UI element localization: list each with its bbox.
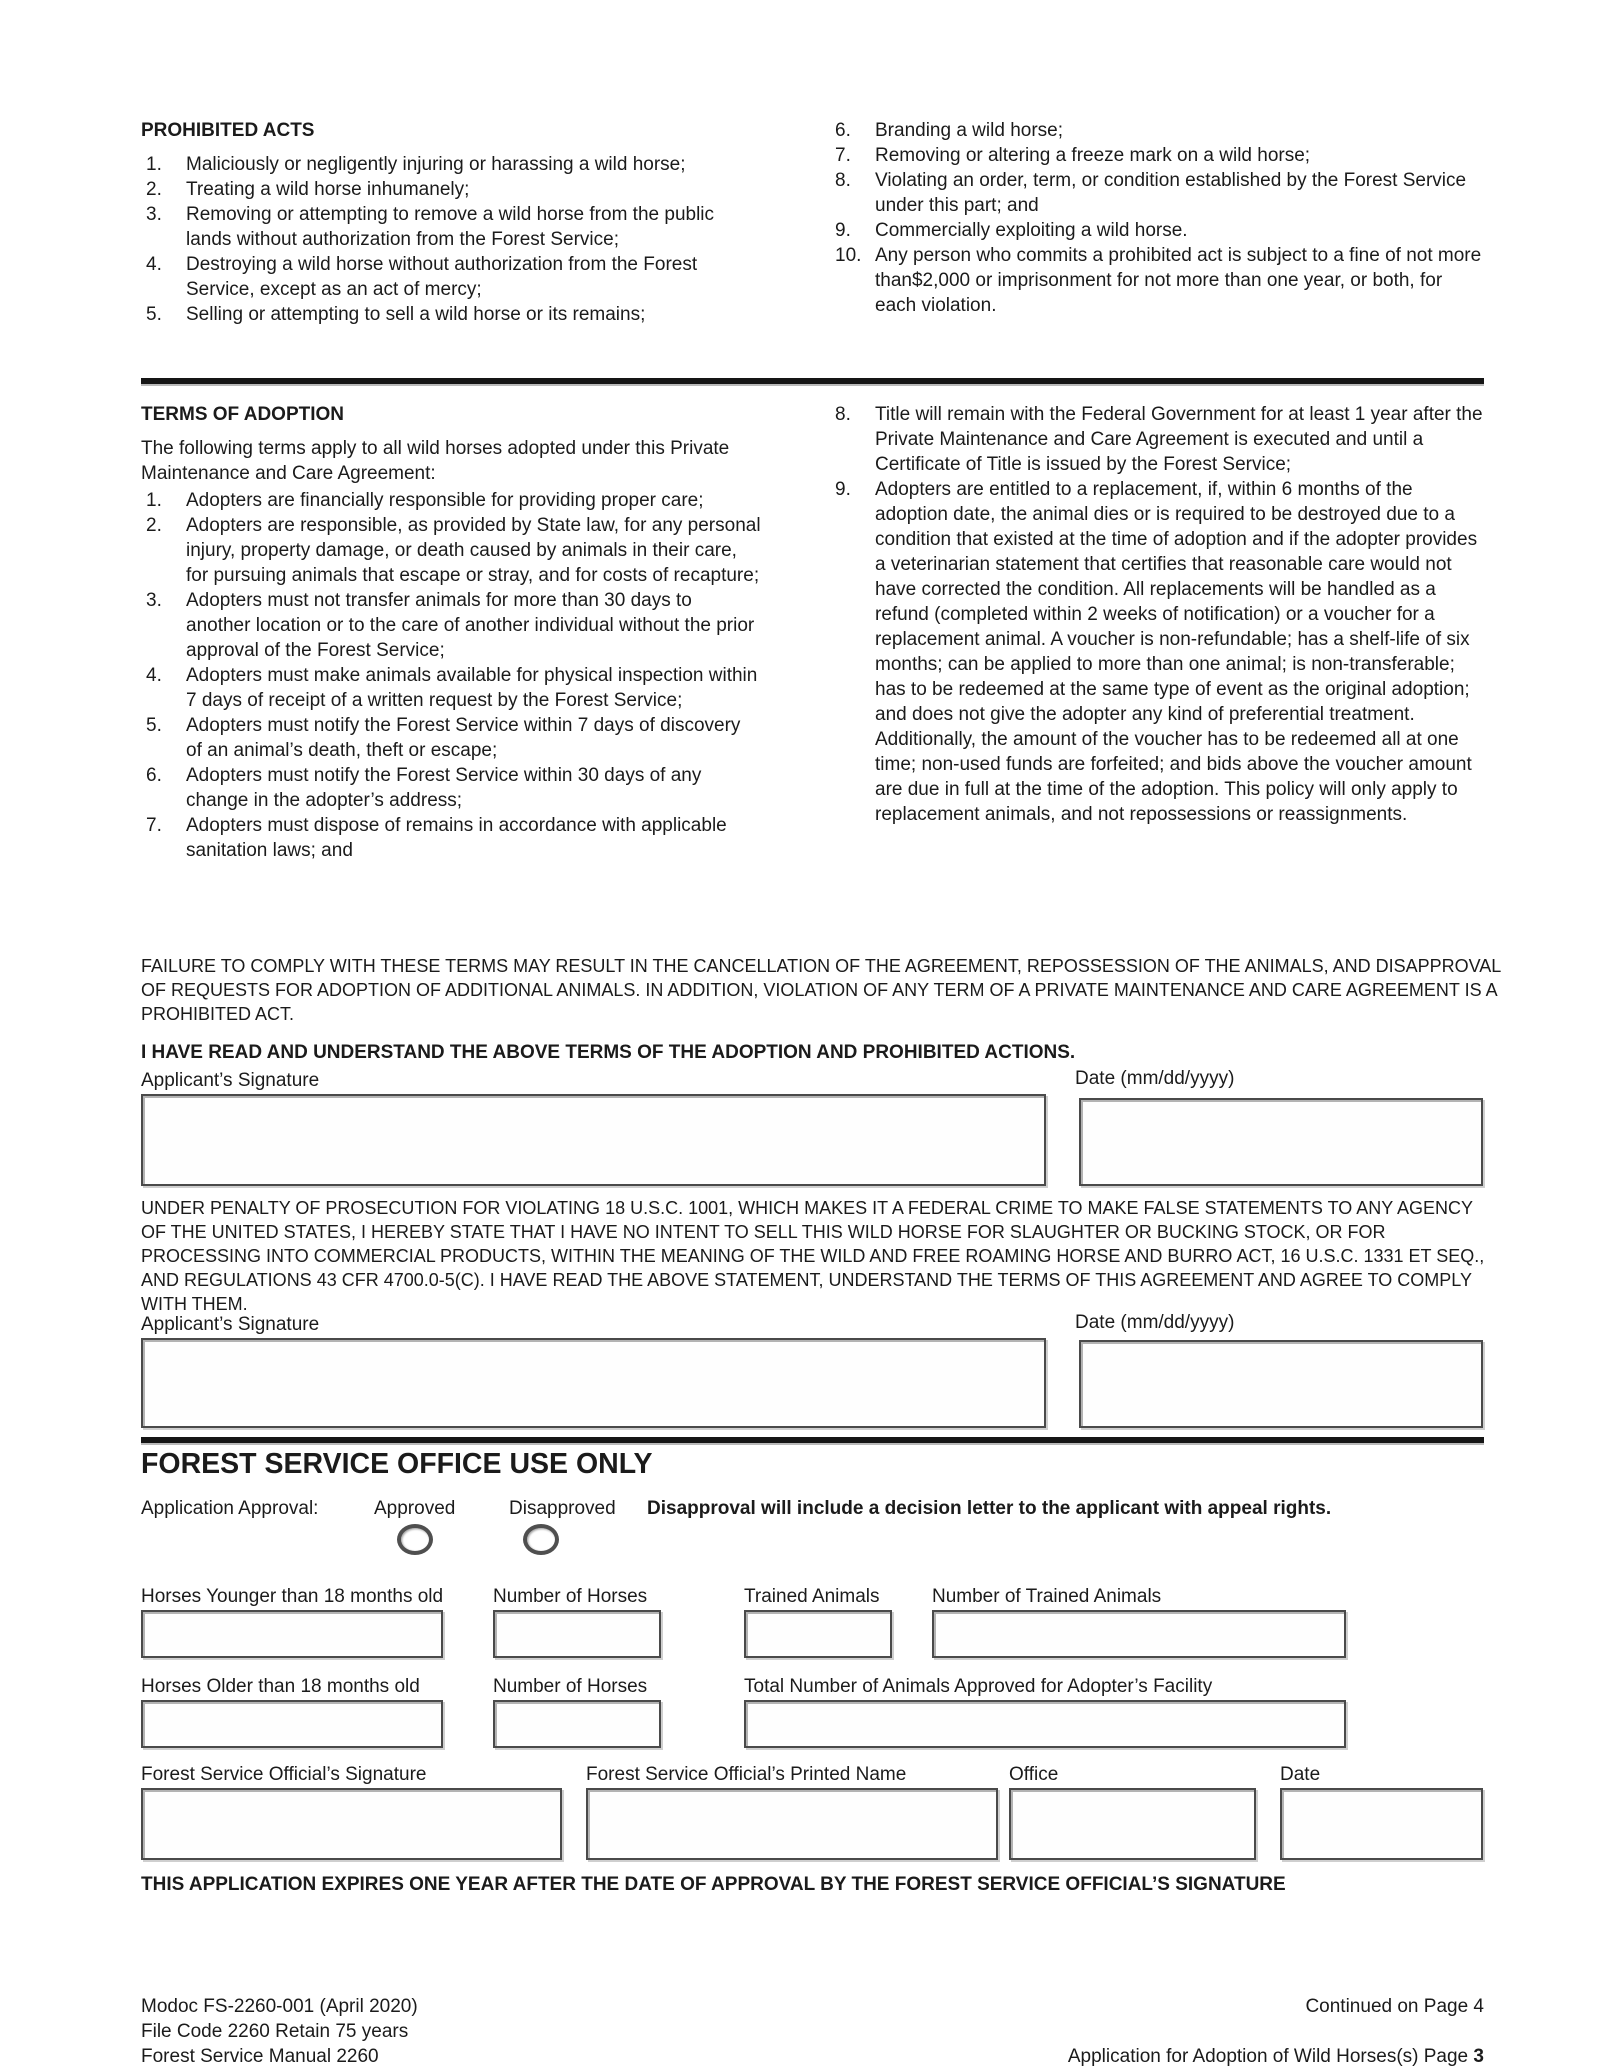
approved-radio[interactable] bbox=[397, 1524, 433, 1555]
penalty-of-prosecution-paragraph: UNDER PENALTY OF PROSECUTION FOR VIOLATING 18 U.S.C. 1001, WHICH MAKES IT A FEDERAL CRIME TO MAKE FALSE STATEMENTS TO ANY AGENCY OF THE UNITED STATES, I HEREBY STATE THAT I HAVE NO INTENT TO SELL THIS WILD HORSE FOR SLAUGHTER OR BUCKING STOCK, OR FOR PROCESSING INTO COMMERCIAL PRODUCTS, WITHIN THE MEANING OF THE WILD AND FREE ROAMING HORSE AND BURRO ACT, 16 U.S.C. 1331 ET SEQ., AND REGULATIONS 43 CFR 4700.0-5(C). I HAVE READ THE ABOVE STATEMENT, UNDERSTAND THE TERMS OF THIS AGREEMENT AND AGREE TO COMPLY WITH THEM. bbox=[141, 1198, 1485, 1314]
date-label-2: Date (mm/dd/yyyy) bbox=[1075, 1312, 1235, 1333]
applicant-signature-input-1[interactable] bbox=[141, 1094, 1046, 1186]
item-number: 5. bbox=[146, 304, 162, 325]
disapproval-note: Disapproval will include a decision letter to the applicant with appeal rights. bbox=[647, 1498, 1332, 1519]
disapproved-label: Disapproved bbox=[509, 1498, 616, 1519]
item-number: 2. bbox=[146, 179, 162, 200]
number-of-trained-animals-input[interactable] bbox=[932, 1610, 1346, 1658]
item-number: 3. bbox=[146, 204, 162, 225]
footer-page-indicator bbox=[1068, 2044, 1484, 2069]
footer-manual: Forest Service Manual 2260 bbox=[141, 2046, 379, 2067]
item-text: Adopters are financially responsible for providing proper care; bbox=[186, 490, 704, 511]
date-input-1[interactable] bbox=[1079, 1098, 1483, 1186]
item-text: Commercially exploiting a wild horse. bbox=[875, 220, 1188, 241]
item-number: 8. bbox=[835, 404, 851, 425]
page-footer bbox=[141, 1994, 1484, 2069]
office-date-label: Date bbox=[1280, 1764, 1321, 1785]
failure-to-comply-paragraph: FAILURE TO COMPLY WITH THESE TERMS MAY RESULT IN THE CANCELLATION OF THE AGREEMENT, REPOSSESSION OF THE ANIMALS, AND DISAPPROVAL OF REQUESTS FOR ADOPTION OF ADDITIONAL ANIMALS. IN ADDITION, VIOLATION OF ANY TERM OF A PRIVATE MAINTENANCE AND CARE AGREEMENT IS A PROHIBITED ACT. bbox=[141, 956, 1501, 1024]
application-approval-label: Application Approval: bbox=[141, 1498, 319, 1519]
prohibited-item-5 bbox=[141, 302, 761, 327]
terms-of-adoption-section bbox=[141, 402, 1484, 863]
terms-item-8 bbox=[830, 402, 1484, 477]
terms-heading: TERMS OF ADOPTION bbox=[141, 404, 345, 425]
item-text: Removing or altering a freeze mark on a wild horse; bbox=[875, 145, 1311, 166]
applicant-signature-input-2[interactable] bbox=[141, 1338, 1046, 1428]
item-number: 2. bbox=[146, 515, 162, 536]
number-of-horses-older-label: Number of Horses bbox=[493, 1676, 648, 1697]
prohibited-acts-section bbox=[141, 118, 1484, 327]
section-divider bbox=[141, 378, 1484, 384]
item-number: 6. bbox=[835, 120, 851, 141]
terms-item-9 bbox=[830, 477, 1484, 827]
official-printed-name-label: Forest Service Official’s Printed Name bbox=[586, 1764, 907, 1785]
terms-item-4 bbox=[141, 663, 761, 713]
section-divider bbox=[141, 1437, 1484, 1443]
office-input[interactable] bbox=[1009, 1788, 1256, 1860]
number-of-trained-animals-label: Number of Trained Animals bbox=[932, 1586, 1162, 1607]
item-text: Adopters must notify the Forest Service within 30 days of any change in the adopter’s address; bbox=[186, 765, 702, 811]
terms-item-2 bbox=[141, 513, 761, 588]
item-number: 9. bbox=[835, 220, 851, 241]
prohibited-item-4 bbox=[141, 252, 761, 302]
terms-item-3 bbox=[141, 588, 761, 663]
terms-item-5 bbox=[141, 713, 761, 763]
footer-form-number: Modoc FS-2260-001 (April 2020) bbox=[141, 1996, 418, 2017]
total-animals-approved-label: Total Number of Animals Approved for Adopter’s Facility bbox=[744, 1676, 1213, 1697]
item-text: Adopters are responsible, as provided by State law, for any personal injury, property damage, or death caused by animals in their care, for pursuing animals that escape or stray, and for costs of recapture; bbox=[186, 515, 761, 586]
footer-continued: Continued on Page 4 bbox=[1305, 1996, 1484, 2017]
horses-older-label: Horses Older than 18 months old bbox=[141, 1676, 420, 1697]
terms-left-column bbox=[141, 402, 761, 863]
item-text: Violating an order, term, or condition established by the Forest Service under this part; and bbox=[875, 170, 1467, 216]
prohibited-acts-left-column bbox=[141, 118, 761, 327]
total-animals-approved-input[interactable] bbox=[744, 1700, 1346, 1748]
prohibited-item-7 bbox=[830, 143, 1484, 168]
horses-older-input[interactable] bbox=[141, 1700, 443, 1748]
item-number: 6. bbox=[146, 765, 162, 786]
prohibited-item-2 bbox=[141, 177, 761, 202]
item-number: 1. bbox=[146, 490, 162, 511]
disapproved-radio[interactable] bbox=[523, 1524, 559, 1555]
prohibited-item-6 bbox=[830, 118, 1484, 143]
number-of-horses-older-input[interactable] bbox=[493, 1700, 661, 1748]
official-printed-name-input[interactable] bbox=[586, 1788, 998, 1860]
footer-page-number: 3 bbox=[1473, 2046, 1484, 2067]
item-text: Selling or attempting to sell a wild horse or its remains; bbox=[186, 304, 646, 325]
trained-animals-label: Trained Animals bbox=[744, 1586, 880, 1607]
acknowledgement-statement: I HAVE READ AND UNDERSTAND THE ABOVE TERMS OF THE ADOPTION AND PROHIBITED ACTIONS. bbox=[141, 1042, 1076, 1063]
date-input-2[interactable] bbox=[1079, 1340, 1483, 1428]
office-use-only-heading: FOREST SERVICE OFFICE USE ONLY bbox=[141, 1448, 653, 1480]
terms-item-6 bbox=[141, 763, 761, 813]
item-text: Removing or attempting to remove a wild horse from the public lands without authorization from the Forest Service; bbox=[186, 204, 715, 250]
item-number: 4. bbox=[146, 665, 162, 686]
item-text: Adopters are entitled to a replacement, if, within 6 months of the adoption date, the animal dies or is required to be destroyed due to a condition that existed at the time of adoption and if the adopter provides a veterinarian statement that certifies that reasonable care would not have corrected the condition. All replacements will be handled as a refund (completed within 2 weeks of notification) or a voucher for a replacement animal. A voucher is non-refundable; has a shelf-life of six months; can be applied to more than one animal; is non-transferable; has to be redeemed at the same type of event as the original adoption; and does not give the adopter any kind of preferential treatment. Additionally, the amount of the voucher has to be redeemed all at one time; non-used funds are forfeited; and bids above the voucher amount are due in full at the time of the adoption. This policy will only apply to replacement animals, and not repossessions or reassignments. bbox=[875, 479, 1478, 825]
office-label: Office bbox=[1009, 1764, 1059, 1785]
item-text: Adopters must not transfer animals for more than 30 days to another location or to the care of another individual without the prior approval of the Forest Service; bbox=[186, 590, 755, 661]
office-date-input[interactable] bbox=[1280, 1788, 1483, 1860]
item-text: Branding a wild horse; bbox=[875, 120, 1063, 141]
date-label-1: Date (mm/dd/yyyy) bbox=[1075, 1068, 1235, 1089]
office-use-fields bbox=[141, 1584, 1484, 1874]
application-approval-row bbox=[141, 1496, 1484, 1571]
prohibited-acts-heading: PROHIBITED ACTS bbox=[141, 120, 315, 141]
applicant-signature-label-2: Applicant’s Signature bbox=[141, 1314, 320, 1335]
number-of-horses-younger-label: Number of Horses bbox=[493, 1586, 648, 1607]
number-of-horses-younger-input[interactable] bbox=[493, 1610, 661, 1658]
item-number: 1. bbox=[146, 154, 162, 175]
item-text: Maliciously or negligently injuring or harassing a wild horse; bbox=[186, 154, 686, 175]
item-number: 7. bbox=[835, 145, 851, 166]
footer-file-code: File Code 2260 Retain 75 years bbox=[141, 2021, 409, 2042]
trained-animals-input[interactable] bbox=[744, 1610, 892, 1658]
approved-label: Approved bbox=[374, 1498, 456, 1519]
item-number: 8. bbox=[835, 170, 851, 191]
item-text: Adopters must notify the Forest Service within 7 days of discovery of an animal’s death, theft or escape; bbox=[186, 715, 741, 761]
item-text: Adopters must dispose of remains in accordance with applicable sanitation laws; and bbox=[186, 815, 727, 861]
item-number: 4. bbox=[146, 254, 162, 275]
terms-intro: The following terms apply to all wild horses adopted under this Private Maintenance and Care Agreement: bbox=[141, 438, 730, 484]
item-number: 3. bbox=[146, 590, 162, 611]
item-text: Destroying a wild horse without authorization from the Forest Service, except as an act of mercy; bbox=[186, 254, 698, 300]
item-text: Treating a wild horse inhumanely; bbox=[186, 179, 470, 200]
item-number: 9. bbox=[835, 479, 851, 500]
prohibited-acts-right-column bbox=[830, 118, 1484, 327]
prohibited-item-10 bbox=[830, 243, 1484, 318]
prohibited-item-9 bbox=[830, 218, 1484, 243]
terms-item-7 bbox=[141, 813, 761, 863]
item-text: Title will remain with the Federal Government for at least 1 year after the Private Maintenance and Care Agreement is executed and until a Certificate of Title is issued by the Forest Service; bbox=[875, 404, 1483, 475]
item-number: 10. bbox=[835, 245, 862, 266]
prohibited-item-8 bbox=[830, 168, 1484, 218]
footer-page-label: Application for Adoption of Wild Horses(s) Page bbox=[1067, 2046, 1469, 2067]
terms-item-1 bbox=[141, 488, 761, 513]
official-signature-input[interactable] bbox=[141, 1788, 562, 1860]
prohibited-item-3 bbox=[141, 202, 761, 252]
item-number: 7. bbox=[146, 815, 162, 836]
official-signature-label: Forest Service Official’s Signature bbox=[141, 1764, 427, 1785]
item-text: Any person who commits a prohibited act is subject to a fine of not more than$2,000 or imprisonment for not more than one year, or both, for each violation. bbox=[875, 245, 1482, 316]
terms-right-column bbox=[830, 402, 1484, 863]
item-number: 5. bbox=[146, 715, 162, 736]
prohibited-item-1 bbox=[141, 152, 761, 177]
horses-younger-label: Horses Younger than 18 months old bbox=[141, 1586, 444, 1607]
expiration-note: THIS APPLICATION EXPIRES ONE YEAR AFTER THE DATE OF APPROVAL BY THE FOREST SERVICE OFFICIAL’S SIGNATURE bbox=[141, 1874, 1286, 1895]
item-text: Adopters must make animals available for physical inspection within 7 days of receipt of a written request by the Forest Service; bbox=[186, 665, 758, 711]
horses-younger-input[interactable] bbox=[141, 1610, 443, 1658]
applicant-signature-label-1: Applicant’s Signature bbox=[141, 1070, 320, 1091]
